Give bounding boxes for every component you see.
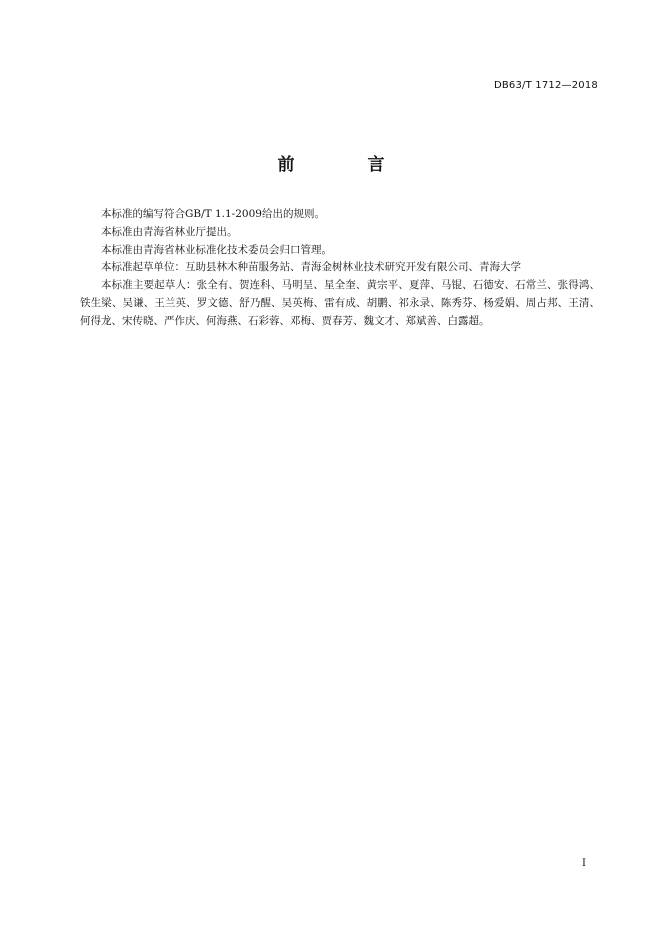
document-code: DB63/T 1712—2018: [493, 80, 598, 91]
paragraph-drafting-rules: 本标准的编写符合GB/T 1.1-2009给出的规则。: [101, 208, 325, 220]
foreword-body: [80, 206, 600, 331]
paragraph-administration: 本标准由青海省林业标准化技术委员会归口管理。: [101, 243, 332, 256]
page-title: 前 言: [277, 155, 413, 175]
paragraph-drafting-units: 本标准起草单位：互助县林木种苗服务站、青海金树林业技术研究开发有限公司、青海大学: [101, 261, 521, 274]
paragraph-proposer: 本标准由青海省林业厅提出。: [101, 225, 238, 238]
page-number: I: [582, 858, 586, 869]
paragraph-drafters: 本标准主要起草人：张全有、贺连科、马明呈、星全奎、黄宗平、夏萍、马锟、石德安、石常兰、张得鸿、铁生梁、吴谦、王兰英、罗文德、舒乃醒、吴英梅、雷有成、胡鹏、祁永录、陈秀芬、杨爱娟、周占邦、王清、何得龙、宋传晓、严作庆、何海燕、石彩蓉、邓梅、贾春芳、魏文才、郑斌善、白露超。: [80, 279, 600, 327]
